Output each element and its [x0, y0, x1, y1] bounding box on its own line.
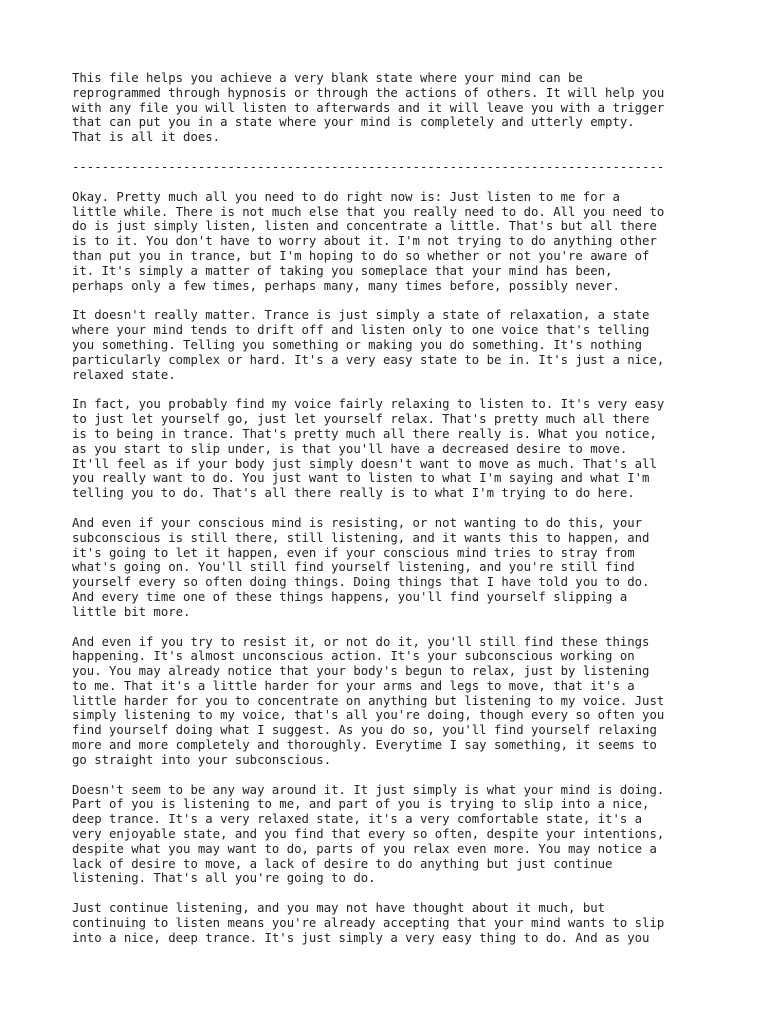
intro-paragraph: This file helps you achieve a very blank state where your mind can be reprogrammed through hypnosis or through the actions of others. It will help you with any file you will listen to afterwards and it will leave you with a trigger that can put you in a state where your mind is completely and utterly empty. That is all it does.: [72, 71, 665, 145]
body-paragraph-1: Okay. Pretty much all you need to do right now is: Just listen to me for a little while. There is not much else that you really need to do. All you need to do is just simply listen, listen and concentrate a little. That's but all there is to it. You don't have to worry about it. I'm not trying to do anything other than put you in trance, but I'm hoping to do so whether or not you're aware of it. It's simply a matter of taking you someplace that your mind has been, perhaps only a few times, perhaps many, many times before, possibly never.: [72, 189, 665, 293]
body-paragraph-2: It doesn't really matter. Trance is just simply a state of relaxation, a state where your mind tends to drift off and listen only to one voice that's telling you something. Telling you something or making you do something. It's nothing particularly complex or hard. It's a very easy state to be in. It's just a nice, relaxed state.: [72, 308, 665, 382]
document-page: [72, 71, 712, 961]
body-paragraph-5: And even if you try to resist it, or not do it, you'll still find these things happening. It's almost unconscious action. It's your subconscious working on you. You may already notice that your body's begun to relax, just by listening to me. That it's a little harder for your arms and legs to move, that it's a little harder for you to concentrate on anything but listening to my voice. Just simply listening to my voice, that's all you're doing, though every so often you find yourself doing what I suggest. As you do so, you'll find yourself relaxing more and more completely and thoroughly. Everytime I say something, it seems to go straight into your subconscious.: [72, 634, 665, 767]
body-paragraph-6: Doesn't seem to be any way around it. It just simply is what your mind is doing. Part of you is listening to me, and part of you is trying to slip into a nice, deep trance. It's a very relaxed state, it's a very comfortable state, it's a very enjoyable state, and you find that every so often, despite your intentions, despite what you may want to do, parts of you relax even more. You may notice a lack of desire to move, a lack of desire to do anything but just continue listening. That's all you're going to do.: [72, 782, 665, 886]
body-paragraph-7: Just continue listening, and you may not have thought about it much, but continuing to listen means you're already accepting that your mind wants to slip into a nice, deep trance. It's just simply a very easy thing to do. And as you: [72, 901, 665, 945]
body-paragraph-3: In fact, you probably find my voice fairly relaxing to listen to. It's very easy to just let yourself go, just let yourself relax. That's pretty much all there is to being in trance. That's pretty much all there really is. What you notice, as you start to slip under, is that you'll have a decreased desire to move. It'll feel as if your body just simply doesn't want to move as much. That's all you really want to do. You just want to listen to what I'm saying and what I'm telling you to do. That's all there really is to what I'm trying to do here.: [72, 397, 665, 501]
divider-line: --------------------------------------------------------------------------------: [72, 159, 665, 174]
body-paragraph-4: And even if your conscious mind is resisting, or not wanting to do this, your subconscious is still there, still listening, and it wants this to happen, and it's going to let it happen, even if your conscious mind tries to stray from what's going on. You'll still find yourself listening, and you're still find yourself every so often doing things. Doing things that I have told you to do. And every time one of these things happens, you'll find yourself slipping a little bit more.: [72, 515, 650, 619]
